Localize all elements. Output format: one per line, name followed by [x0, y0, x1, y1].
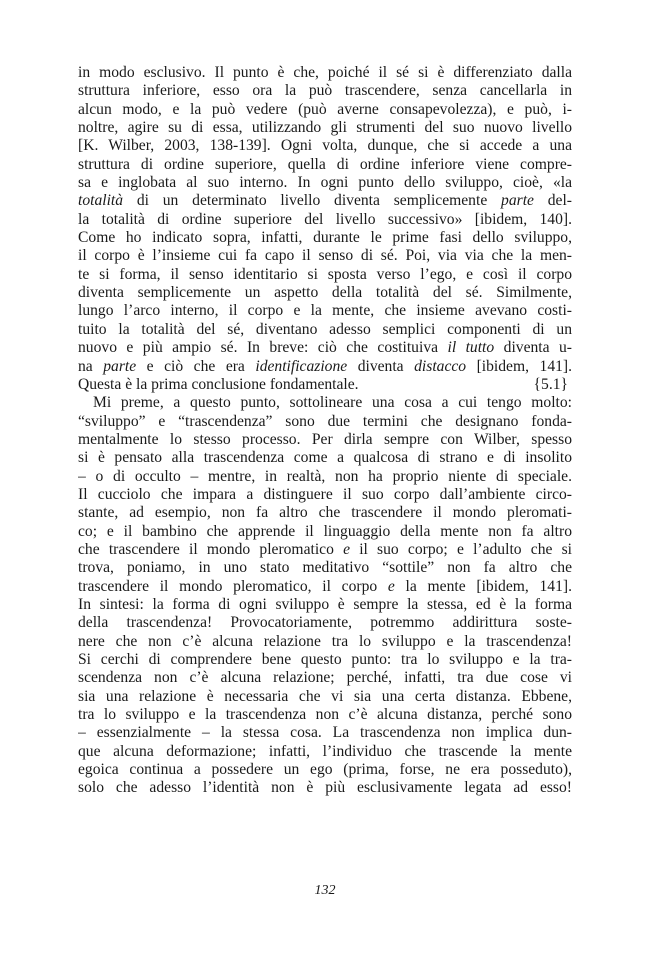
text-line: – o di occulto – mentre, in realtà, non ha proprio niente di speciale. — [78, 467, 572, 485]
text-line — [78, 358, 572, 376]
text-run: nuovo e più ampio sé. In breve: ciò che costituiva — [78, 339, 448, 357]
text-line: noltre, agire su di essa, utilizzando gli strumenti del suo nuovo livello — [78, 119, 572, 137]
text-line: Si cerchi di comprendere bene questo punto: tra lo sviluppo e la tra- — [78, 651, 572, 668]
italic-text: parte — [103, 357, 137, 375]
text-line: mentalmente lo stesso processo. Per dirla sempre con Wilber, spesso — [78, 430, 572, 448]
italic-text: e — [387, 577, 395, 595]
text-line: que alcuna deformazione; infatti, l’individuo che trascende la mente — [78, 742, 572, 760]
text-line — [78, 376, 572, 394]
text-run: del- — [533, 192, 572, 210]
text-line: stante, ad esempio, non fa altro che trascendere il mondo pleromati- — [78, 504, 572, 522]
italic-text: e — [343, 540, 350, 558]
italic-text: il tutto — [447, 339, 495, 357]
text-line: trova, poniamo, in uno stato meditativo “sottile” non fa altro che — [78, 559, 572, 577]
text-line: in modo esclusivo. Il punto è che, poiché il sé si è differenziato dalla — [78, 64, 572, 81]
text-line: nere che non c’è alcuna relazione tra lo sviluppo e la trascendenza! — [78, 632, 572, 650]
text-line: “sviluppo” e “trascendenza” sono due termini che designano fonda- — [78, 412, 572, 430]
page-body — [78, 64, 572, 798]
text-line: lungo l’arco interno, il corpo e la mente, che insieme avevano costi- — [78, 302, 572, 320]
text-line: si è pensato alla trascendenza come a qualcosa di strano e di insolito — [78, 449, 572, 467]
paragraph — [78, 394, 572, 798]
text-run: il suo corpo; e l’adulto che si — [350, 540, 572, 558]
italic-text: identificazione — [255, 357, 348, 375]
text-line — [78, 578, 572, 596]
text-run: diventa u- — [494, 339, 572, 357]
page-number: 132 — [314, 883, 336, 898]
text-line: il corpo è l’insieme cui fa capo il senso di sé. Poi, via via che la men- — [78, 247, 572, 265]
text-line: diventa semplicemente un aspetto della totalità del sé. Similmente, — [78, 284, 572, 302]
text-line: struttura di ordine superiore, quella di ordine inferiore viene compre- — [78, 155, 572, 173]
italic-text: parte — [501, 192, 534, 210]
text-run: na — [78, 357, 104, 375]
text-line: [K. Wilber, 2003, 138-139]. Ogni volta, dunque, che si accede a una — [78, 137, 572, 155]
text-line: egoica continua a possedere un ego (prima, forse, ne era posseduto), — [78, 761, 572, 779]
italic-text: distacco — [414, 357, 467, 375]
text-line — [78, 192, 572, 210]
text-line — [78, 339, 572, 357]
text-line: te si forma, il senso identitario si sposta verso l’ego, e così il corpo — [78, 265, 572, 283]
text-run: [ibidem, 141]. — [466, 357, 572, 375]
text-run: Questa è la prima conclusione fondamentale. — [78, 375, 359, 393]
text-line: tuito la totalità del sé, diventano adesso semplici componenti di un — [78, 320, 572, 338]
text-line: – essenzialmente – la stessa cosa. La trascendenza non implica dun- — [78, 724, 572, 742]
text-line: solo che adesso l’identità non è più esclusivamente legata ad esso! — [78, 779, 572, 797]
text-run: trascendere il mondo pleromatico, il corpo — [78, 577, 388, 595]
text-line: sia una relazione è necessaria che vi sia una certa distanza. Ebbene, — [78, 687, 572, 705]
text-line: sa e inglobata al suo interno. In ogni punto dello sviluppo, cioè, «la — [78, 174, 572, 192]
text-run: la mente [ibidem, 141]. — [394, 577, 572, 595]
italic-text: totalità — [78, 192, 124, 210]
text-line: struttura inferiore, esso ora la può trascendere, senza cancellarla in — [78, 82, 572, 100]
text-run: e ciò che era — [136, 357, 256, 375]
text-line: Come ho indicato sopra, infatti, durante le prime fasi dello sviluppo, — [78, 229, 572, 247]
text-line: Mi preme, a questo punto, sottolineare una cosa a cui tengo molto: — [93, 394, 572, 412]
text-line: In sintesi: la forma di ogni sviluppo è sempre la stessa, ed è la forma — [78, 595, 572, 613]
text-line: co; e il bambino che apprende il linguaggio della mente non fa altro — [78, 522, 572, 540]
text-run: diventa — [347, 357, 415, 375]
text-line: della trascendenza! Provocatoriamente, potremmo addirittura soste- — [78, 614, 572, 632]
text-line: la totalità di ordine superiore del livello successivo» [ibidem, 140]. — [78, 210, 572, 228]
text-line — [78, 541, 572, 559]
text-line: Il cucciolo che impara a distinguere il suo corpo dall’ambiente circo- — [78, 485, 572, 503]
text-line: tra lo sviluppo e la trascendenza non c’è alcuna distanza, perché sono — [78, 706, 572, 724]
text-run: che trascendere il mondo pleromatico — [78, 540, 344, 558]
paragraph — [78, 64, 572, 394]
text-line: alcun modo, e la può vedere (può averne consapevolezza), e può, i- — [78, 100, 572, 118]
text-run: di un determinato livello diventa semplicemente — [123, 192, 502, 210]
text-line: scendenza non c’è alcuna relazione; perché, infatti, tra due cose vi — [78, 669, 572, 687]
equation-reference: {5.1} — [533, 375, 568, 393]
